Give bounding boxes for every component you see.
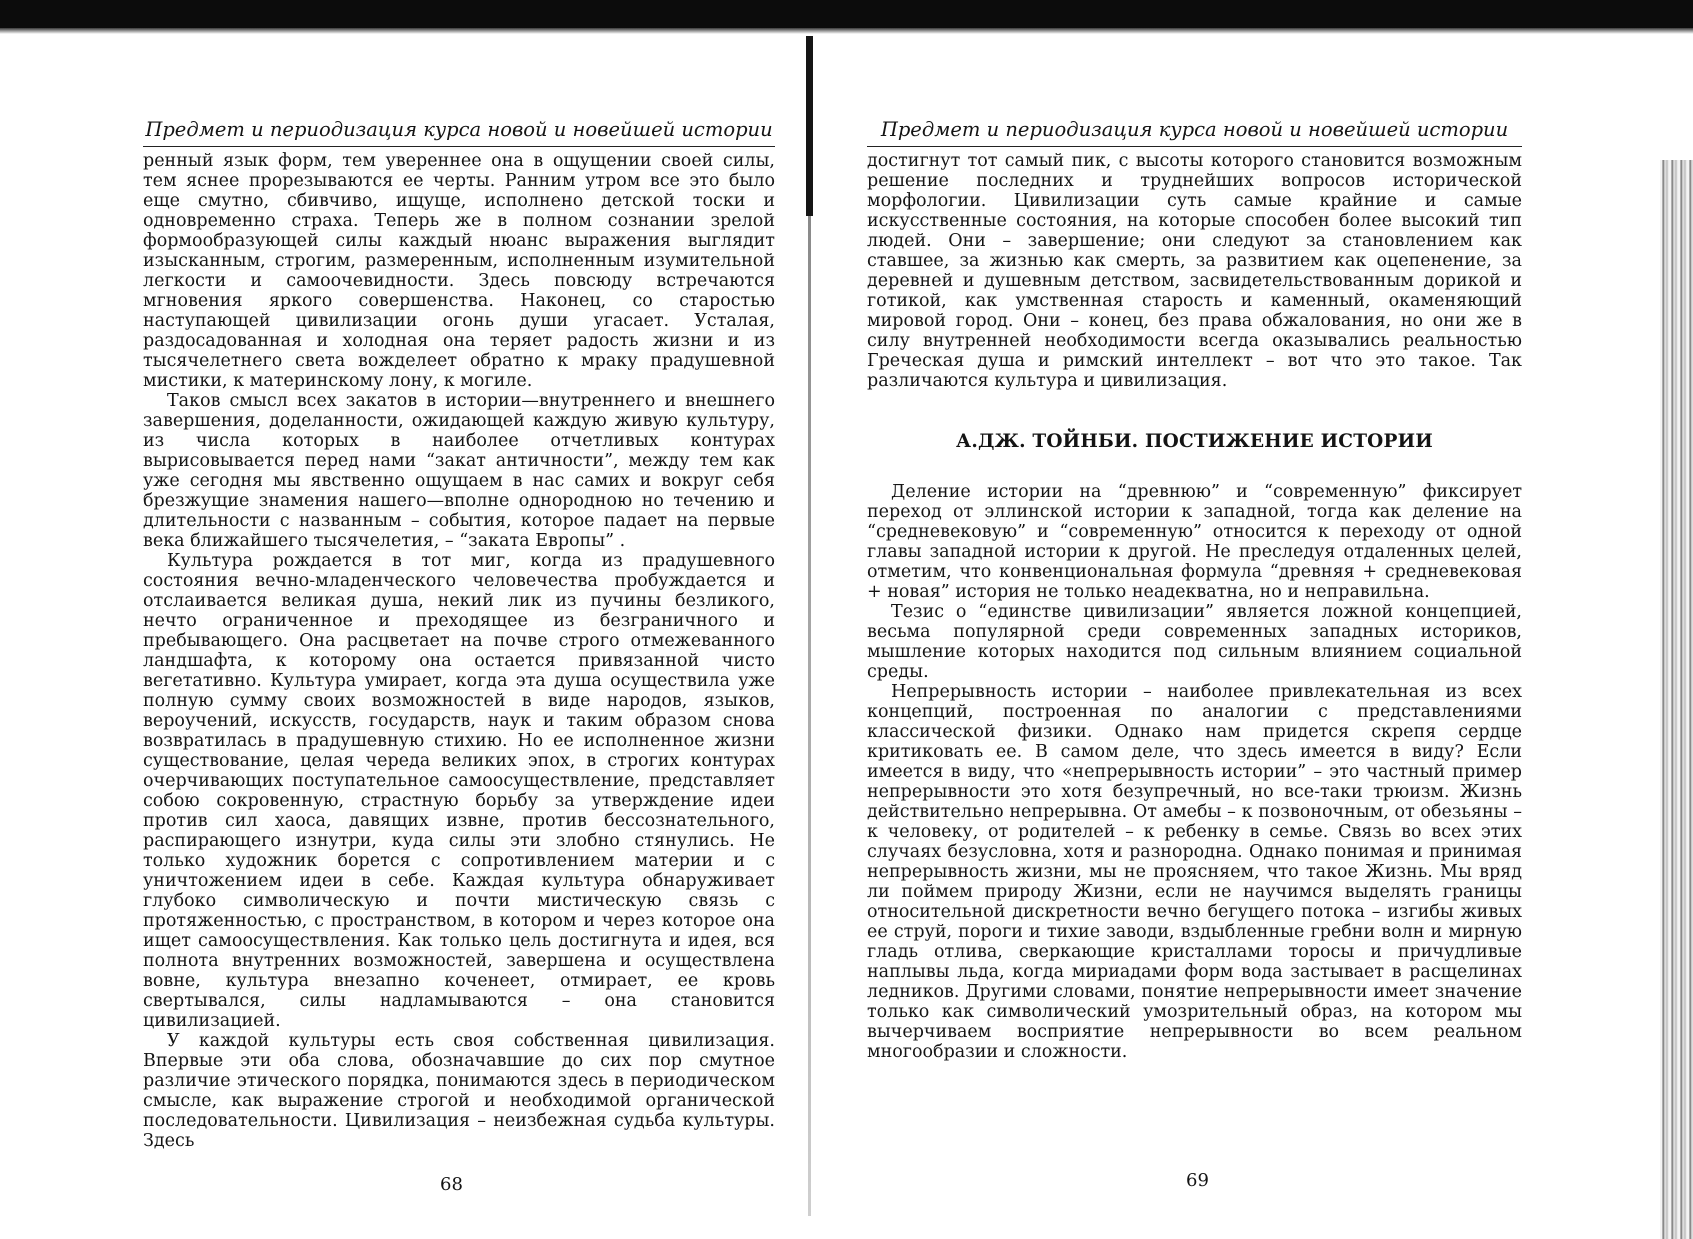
book-spine-shadow	[806, 36, 813, 216]
page-number-right: 69	[1186, 1170, 1209, 1191]
paragraph: Непрерывность истории – наиболее привлекательная из всех концепций, построенная по аналогии с представлениями классической физики. Однако нам придется скрепя сердце критиковать ее. В самом деле, что здесь имеется в виду? Если имеется в виду, что «непрерывность истории” – это частный пример непрерывности это хотя безупречный, но все-таки трюизм. Жизнь действительно непрерывна. От амебы – к позвоночным, от обезьяны – к человеку, от родителей – к ребенку в семье. Связь во всех этих случаях безусловна, хотя и разнородна. Однако понимая и принимая непрерывность жизни, мы не проясняем, что такое Жизнь. Мы вряд ли поймем природу Жизни, если не научимся выделять границы относительной дискретности вечно бегущего потока – изгибы живых ее струй, пороги и тихие заводи, вздыбленные гребни волн и мирную гладь отлива, сверкающие кристаллами торосы и причудливые наплывы льда, когда мириадами форм вода застывает в расщелинах ледников. Другими словами, понятие непрерывности имеет значение только как символический умозрительный образ, на котором мы вычерчиваем восприятие непрерывности во всем реальном многообразии и сложности.	[867, 682, 1522, 1062]
right-page	[867, 118, 1522, 1062]
left-page	[143, 118, 775, 1151]
scan-top-shadow	[0, 0, 1693, 28]
paragraph: Тезис о “единстве цивилизации” является ложной концепцией, весьма популярной среди современных западных историков, мышление которых находится под сильным влиянием социальной среды.	[867, 602, 1522, 682]
book-gutter	[808, 216, 811, 1216]
paragraph: достигнут тот самый пик, с высоты которого становится возможным решение последних и труднейших вопросов исторической морфологии. Цивилизации суть самые крайние и самые искусственные состояния, на которые способен более высокий тип людей. Они – завершение; они следуют за становлением как ставшее, за жизнью как смерть, за развитием как оцепенение, за деревней и душевным детством, засвидетельствованным дорикой и готикой, как умственная старость и каменный, окаменяющий мировой город. Они – конец, без права обжалования, но они же в силу внутренней необходимости всегда оказывались реальностью Греческая душа и римский интеллект – вот что это такое. Так различаются культура и цивилизация.	[867, 151, 1522, 391]
right-page-body	[867, 151, 1522, 1062]
paragraph: Таков смысл всех закатов в истории—внутреннего и внешнего завершения, доделанности, ожидающей каждую живую культуру, из числа которых в наиболее отчетливых контурах вырисовывается перед нами “закат античности”, между тем как уже сегодня мы явственно ощущаем в нас самих и вокруг себя брезжущие знамения нашего—вполне однородною но течению и длительности с названным – события, которое падает на первые века ближайшего тысячелетия, – “заката Европы” .	[143, 391, 775, 551]
left-page-body	[143, 151, 775, 1151]
page-number-left: 68	[440, 1174, 463, 1195]
paragraph: У каждой культуры есть своя собственная цивилизация. Впервые эти оба слова, обозначавшие до сих пор смутное различие этического порядка, понимаются здесь в периодическом смысле, как выражение строгой и необходимой органической последовательности. Цивилизация – неизбежная судьба культуры. Здесь	[143, 1031, 775, 1151]
running-head-right: Предмет и периодизация курса новой и новейшей истории	[867, 118, 1522, 147]
page-edge-stack	[1660, 160, 1693, 1239]
scan-top-fade	[0, 28, 1693, 34]
section-title: А.ДЖ. ТОЙНБИ. ПОСТИЖЕНИЕ ИСТОРИИ	[956, 431, 1433, 452]
running-head-left: Предмет и периодизация курса новой и новейшей истории	[143, 118, 775, 147]
paragraph: Культура рождается в тот миг, когда из прадушевного состояния вечно-младенческого человечества пробуждается и отслаивается великая душа, некий лик из пучины безликого, нечто ограниченное и преходящее из безграничного и пребывающего. Она расцветает на почве строго отмежеванного ландшафта, к которому она остается привязанной чисто вегетативно. Культура умирает, когда эта душа осуществила уже полную сумму своих возможностей в виде народов, языков, вероучений, искусств, государств, наук и таким образом снова возвратилась в прадушевную стихию. Но ее исполненное жизни существование, целая череда великих эпох, в строгих контурах очерчивающих поступательное самоосуществление, представляет собою сокровенную, страстную борьбу за утверждение идеи против сил хаоса, давящих извне, против бессознательного, распирающего изнутри, куда силы эти злобно стянулись. Не только художник борется с сопротивлением материи и с уничтожением идеи в себе. Каждая культура обнаруживает глубоко символическую и почти мистическую связь с протяженностью, с пространством, в котором и через которое она ищет самоосуществления. Как только цель достигнута и идея, вся полнота внутренних возможностей, завершена и осуществлена вовне, культура внезапно коченеет, отмирает, ее кровь свертывался, силы надламываются – она становится цивилизацией.	[143, 551, 775, 1031]
paragraph: Деление истории на “древнюю” и “современную” фиксирует переход от эллинской истории к западной, тогда как деление на “средневековую” и “современную” относится к переходу от одной главы западной истории к другой. Не преследуя отдаленных целей, отметим, что конвенциональная формула “древняя + средневековая + новая” история не только неадекватна, но и неправильна.	[867, 482, 1522, 602]
paragraph: ренный язык форм, тем увереннее она в ощущении своей силы, тем яснее прорезываются ее черты. Ранним утром все это было еще смутно, сбивчиво, ищуще, исполнено детской тоски и одновременно страха. Теперь же в полном сознании зрелой формообразующей силы каждый нюанс выражения выглядит изысканным, строгим, размеренным, исполненным изумительной легкости и самоочевидности. Здесь повсюду встречаются мгновения яркого совершенства. Наконец, со старостью наступающей цивилизации огонь души угасает. Усталая, раздосадованная и холодная она теряет радость жизни и из тысячелетнего света вожделеет обратно к мраку прадушевной мистики, к материнскому лону, к могиле.	[143, 151, 775, 391]
